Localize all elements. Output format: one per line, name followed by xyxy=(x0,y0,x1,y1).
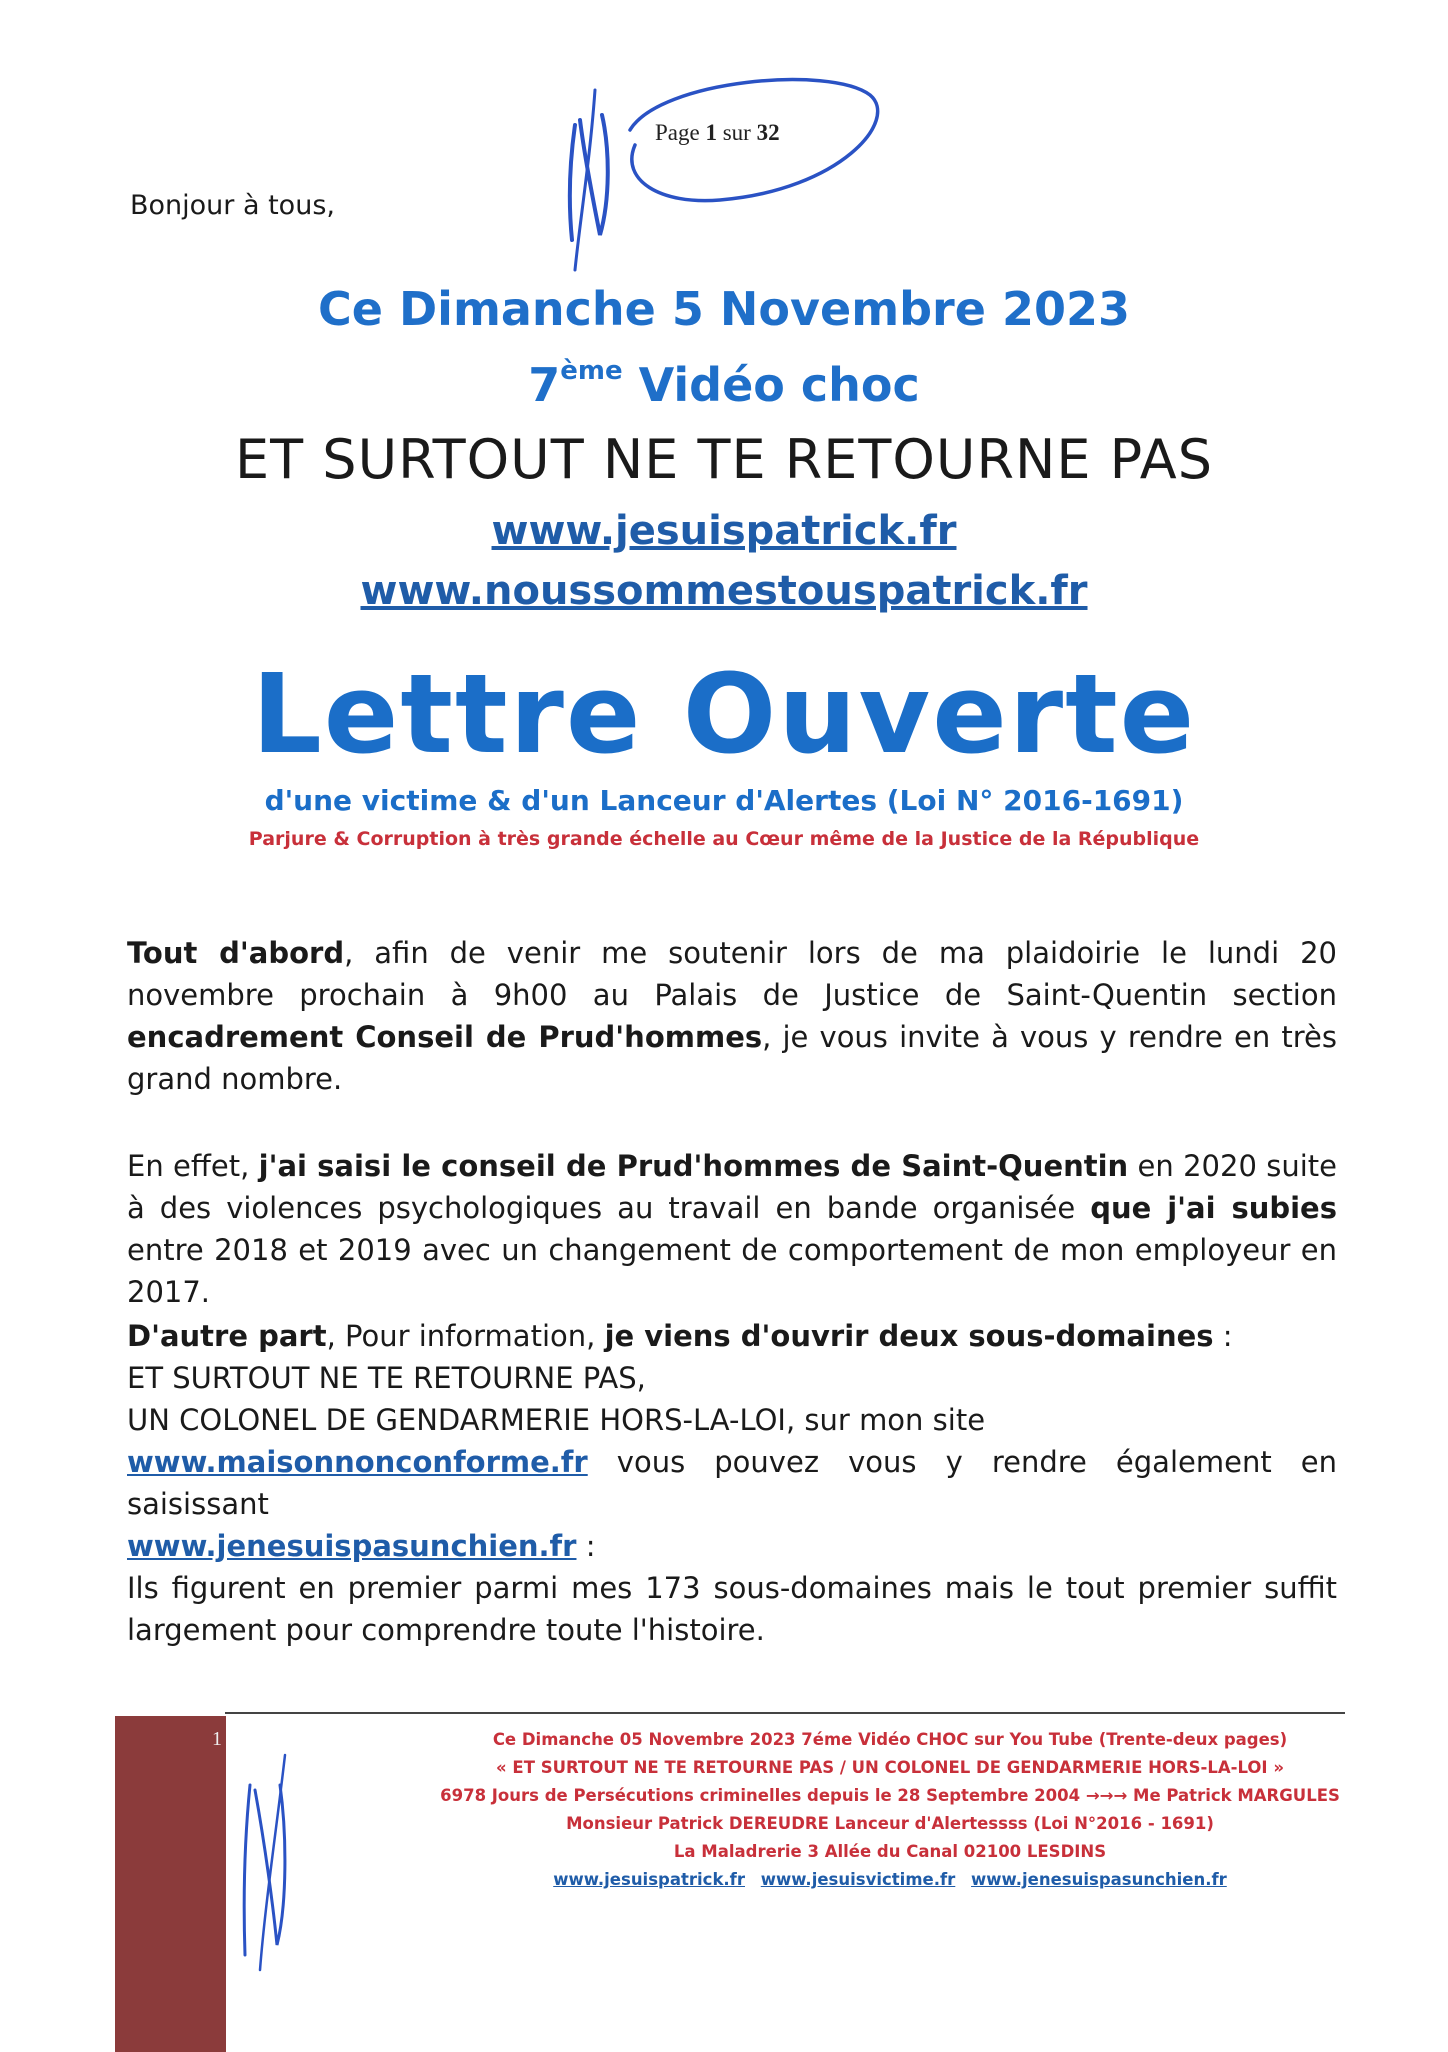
p1-bold-start: Tout d'abord xyxy=(127,936,345,970)
url-noussommestouspatrick[interactable]: www.noussommestouspatrick.fr xyxy=(360,568,1088,614)
p1-bold-middle: encadrement Conseil de Prud'hommes xyxy=(127,1020,763,1054)
p3-bold: je viens d'ouvrir deux sous-domaines xyxy=(604,1319,1214,1353)
footer-line-3: 6978 Jours de Persécutions criminelles depuis le 28 Septembre 2004 →→→ Me Patrick MARGULES xyxy=(440,1786,1340,1805)
paragraph-3 xyxy=(127,1315,1337,1567)
footer-page-number: 1 xyxy=(212,1728,222,1750)
p3-line-5 xyxy=(127,1525,1337,1567)
footer-link-jenesuispasunchien[interactable]: www.jenesuispasunchien.fr xyxy=(971,1870,1227,1889)
p3-word: UN xyxy=(127,1403,170,1437)
p3-line-3 xyxy=(127,1399,1337,1441)
video-text: Vidéo choc xyxy=(638,358,920,412)
p1-text-end: , je vous invite à vous y rendre en très grand nombre. xyxy=(127,1020,1337,1096)
paragraph-1 xyxy=(127,932,1337,1100)
greeting: Bonjour à tous, xyxy=(130,190,335,221)
p3-bold-start: D'autre part xyxy=(127,1319,327,1353)
p2-text-mid: en 2020 suite à des violences psychologiques au travail en bande organisée xyxy=(127,1149,1337,1225)
p3-colon: : xyxy=(1213,1319,1233,1353)
url-jesuispatrick[interactable]: www.jesuispatrick.fr xyxy=(491,508,957,554)
p2-text-end: entre 2018 et 2019 avec un changement de comportement de mon employeur en 2017. xyxy=(127,1233,1337,1309)
p3-line-2: ET SURTOUT NE TE RETOURNE PAS, xyxy=(127,1361,646,1395)
url-jenesuispasunchien[interactable]: www.jenesuispasunchien.fr xyxy=(127,1529,577,1563)
footer-color-block xyxy=(115,1716,226,2052)
page-current: 1 xyxy=(705,120,717,145)
p3-word: sur xyxy=(804,1403,850,1437)
p3-line-4 xyxy=(127,1441,1337,1525)
page-label: Page xyxy=(655,120,700,145)
handwritten-signature-top xyxy=(540,70,920,290)
footer-links xyxy=(440,1866,1340,1894)
paragraph-4: Ils figurent en premier parmi mes 173 sous-domaines mais le tout premier suffit largement pour comprendre toute l'histoire. xyxy=(127,1571,1337,1647)
p3-text-line4: vous pouvez vous y rendre également en saisissant xyxy=(127,1445,1337,1521)
handwritten-signature-footer xyxy=(225,1745,345,1975)
p2-bold-2: que j'ai subies xyxy=(1090,1191,1337,1225)
footer-line-1: Ce Dimanche 05 Novembre 2023 7éme Vidéo CHOC sur You Tube (Trente-deux pages) xyxy=(492,1730,1288,1749)
p3-word: mon xyxy=(859,1403,924,1437)
footer-link-jesuispatrick[interactable]: www.jesuispatrick.fr xyxy=(553,1870,745,1889)
p2-text: En effet, xyxy=(127,1149,259,1183)
footer-line-5: La Maladrerie 3 Allée du Canal 02100 LESDINS xyxy=(673,1842,1107,1861)
page-sep: sur xyxy=(722,120,751,145)
subtitle-red: Parjure & Corruption à très grande échelle au Cœur même de la Justice de la République xyxy=(248,828,1200,850)
page-total: 32 xyxy=(756,120,780,145)
letter-title: Lettre Ouverte xyxy=(251,650,1197,778)
p1-text: , afin de venir me soutenir lors de ma plaidoirie le lundi 20 novembre prochain à 9h00 au Palais de Justice de Saint-Quentin section xyxy=(127,936,1337,1012)
p3-line-1 xyxy=(127,1315,1337,1357)
p3-text: , Pour information, xyxy=(326,1319,605,1353)
url-maisonnonconforme[interactable]: www.maisonnonconforme.fr xyxy=(127,1445,588,1479)
headline-title: ET SURTOUT NE TE RETOURNE PAS xyxy=(235,428,1213,491)
p3-word: HORS-LA-LOI, xyxy=(599,1403,796,1437)
subtitle: d'une victime & d'un Lanceur d'Alertes (Loi N° 2016-1691) xyxy=(264,784,1184,817)
footer-line-4: Monsieur Patrick DEREUDRE Lanceur d'Alertessss (Loi N°2016 - 1691) xyxy=(566,1814,1214,1833)
p3-word: GENDARMERIE xyxy=(375,1403,591,1437)
p2-bold: j'ai saisi le conseil de Prud'hommes de Saint-Quentin xyxy=(258,1149,1129,1183)
p3-end-colon: : xyxy=(576,1529,596,1563)
paragraph-2 xyxy=(127,1145,1337,1313)
footer-text xyxy=(440,1726,1340,1894)
p3-word: COLONEL xyxy=(179,1403,317,1437)
footer-link-jesuisvictime[interactable]: www.jesuisvictime.fr xyxy=(760,1870,956,1889)
video-number: 7 xyxy=(528,358,561,412)
footer-line-2: « ET SURTOUT NE TE RETOURNE PAS / UN COLONEL DE GENDARMERIE HORS-LA-LOI » xyxy=(496,1758,1284,1777)
p3-word: site xyxy=(932,1403,986,1437)
video-superscript: ème xyxy=(560,356,623,386)
footer-divider xyxy=(225,1712,1345,1714)
page-counter xyxy=(655,120,780,146)
headline-date: Ce Dimanche 5 Novembre 2023 xyxy=(318,282,1130,336)
p3-word: DE xyxy=(325,1403,367,1437)
headline-video xyxy=(0,356,1448,412)
